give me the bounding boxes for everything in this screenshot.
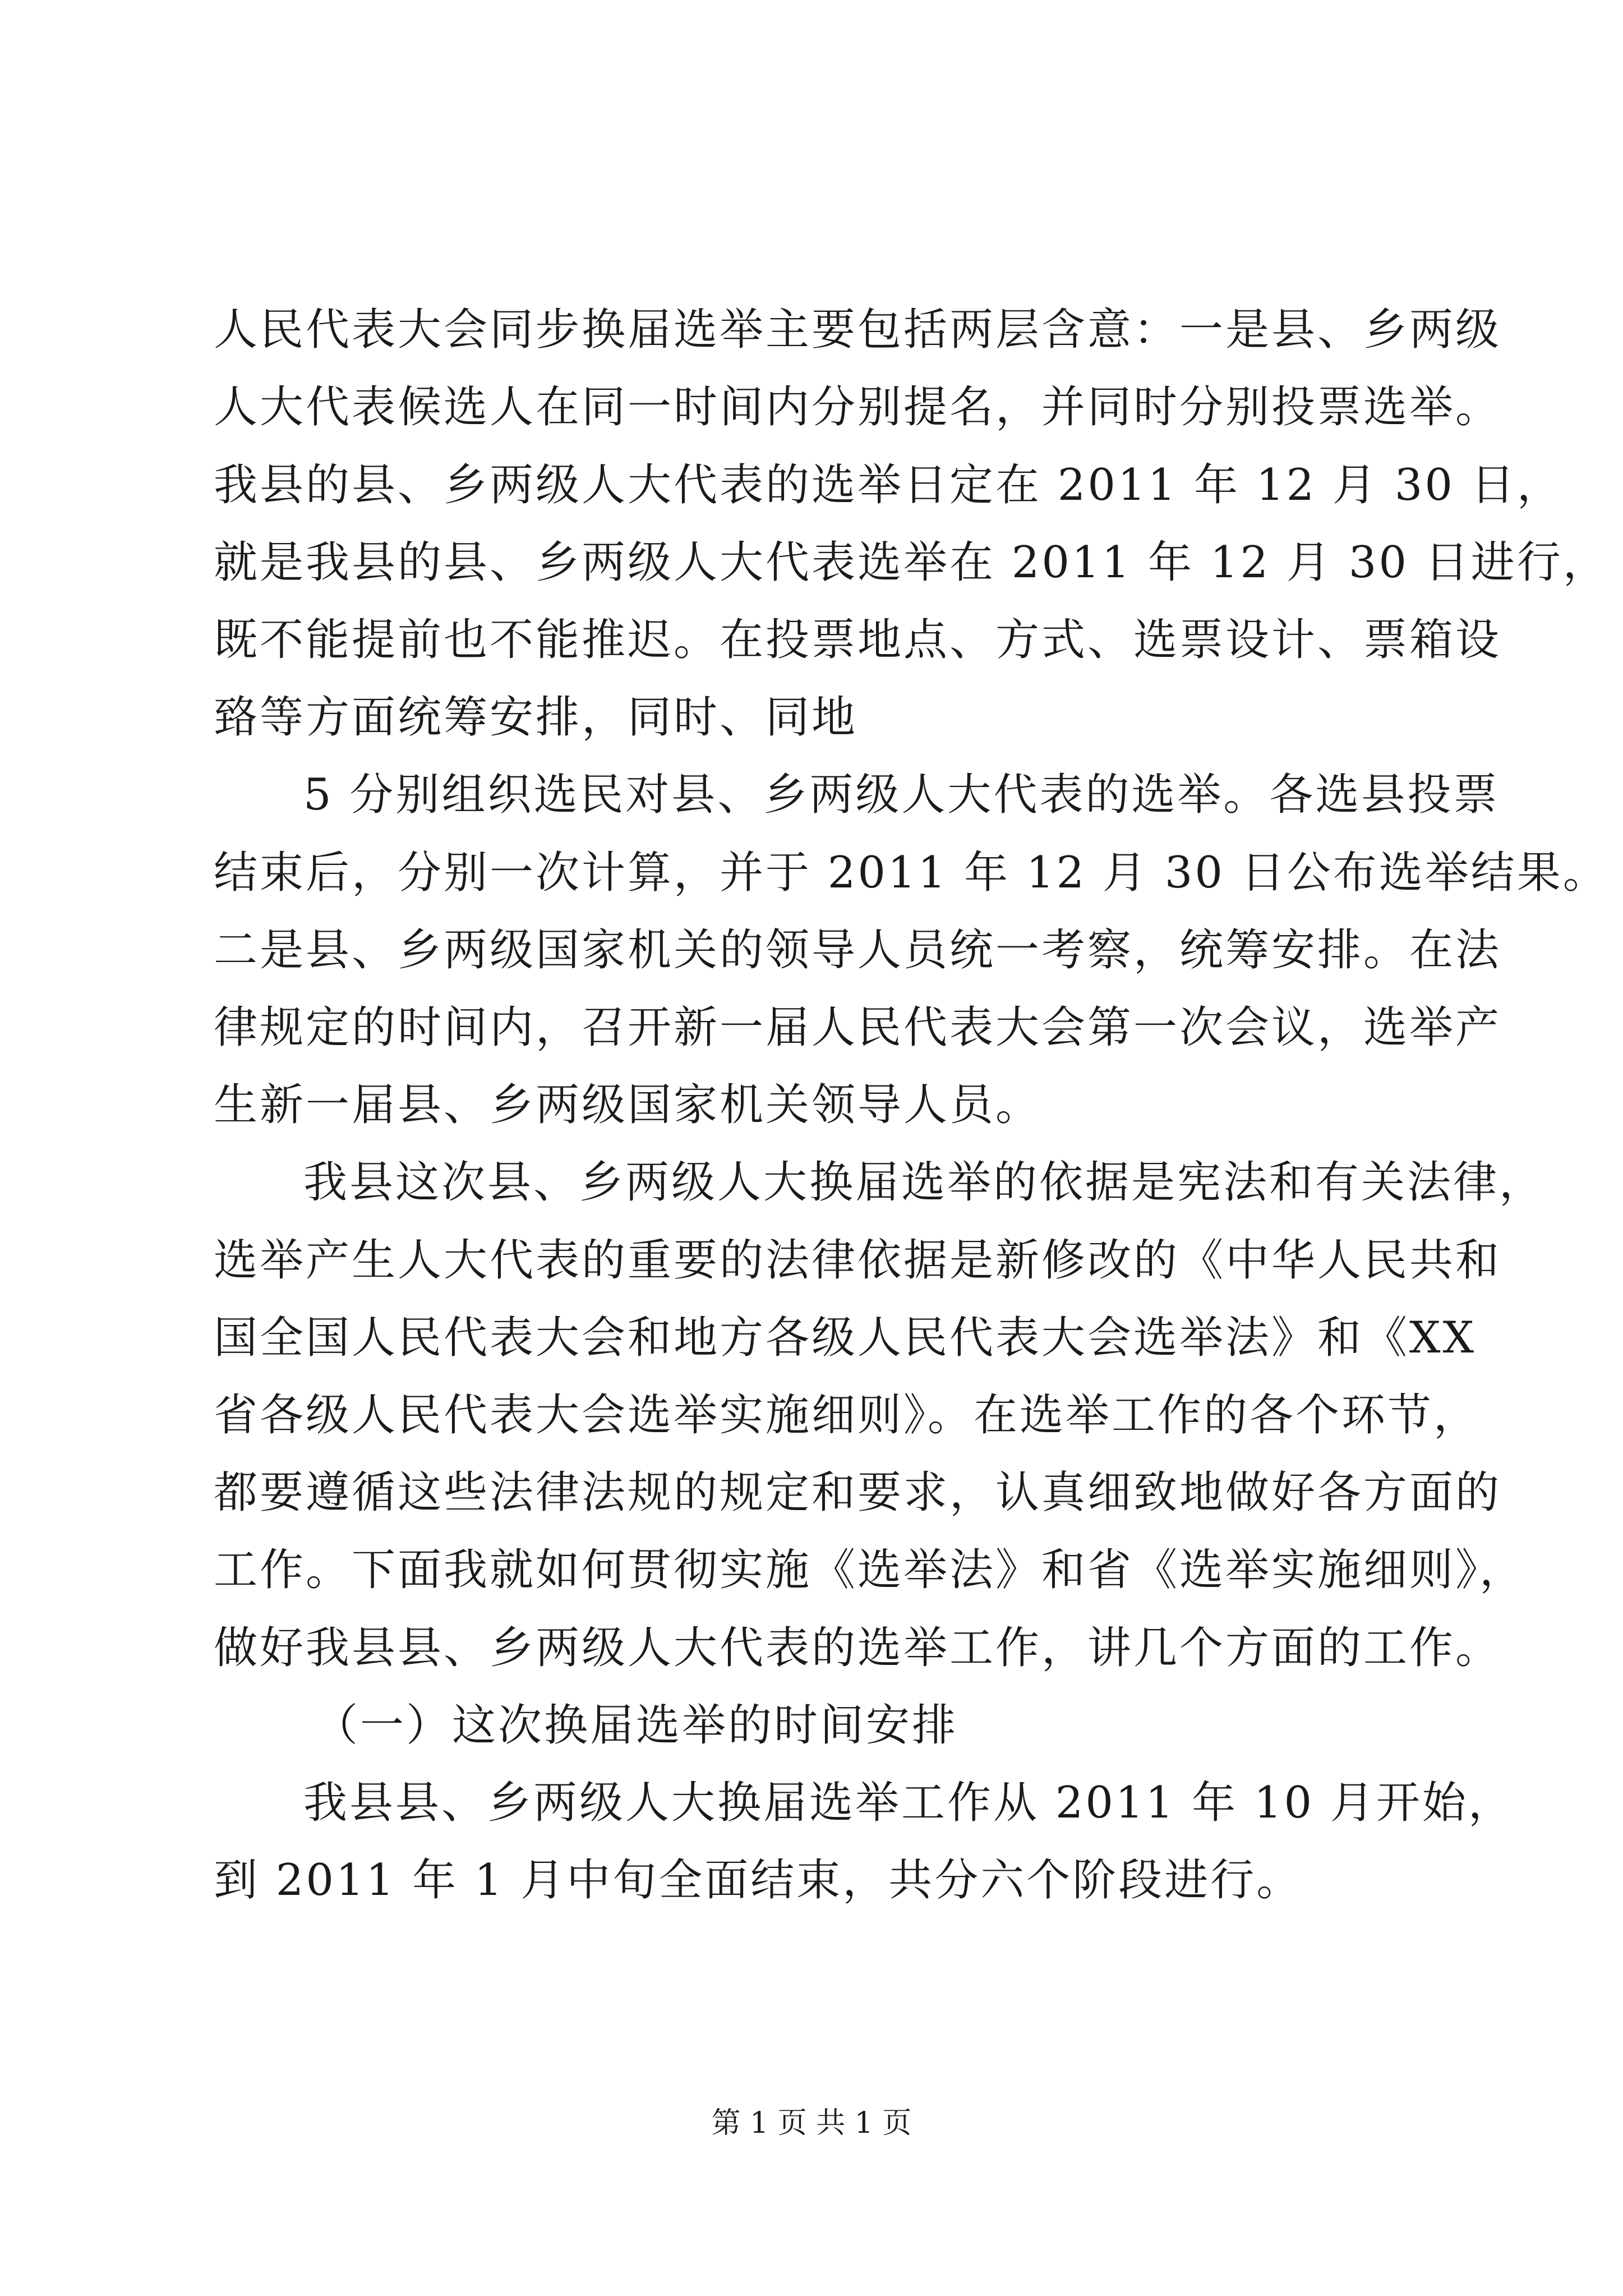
paragraph-first-line: 我县这次县、乡两级人大换届选举的依据是宪法和有关法律， (303, 1157, 1546, 1208)
body-line: 律规定的时间内，召开新一届人民代表大会第一次会议，选举产 (214, 1002, 1502, 1053)
paragraph-first-line: 5 分别组织选民对县、乡两级人大代表的选举。各选县投票 (303, 770, 1500, 820)
body-line: 做好我县县、乡两级人大代表的选举工作，讲几个方面的工作。 (214, 1623, 1502, 1673)
body-line: 既不能提前也不能推迟。在投票地点、方式、选票设计、票箱设 (214, 615, 1502, 665)
body-line: 我县的县、乡两级人大代表的选举日定在 2011 年 12 月 30 日， (214, 460, 1563, 510)
body-line: 人大代表候选人在同一时间内分别提名，并同时分别投票选举。 (214, 382, 1502, 432)
body-line: 工作。下面我就如何贯彻实施《选举法》和省《选举实施细则》， (214, 1545, 1526, 1595)
body-line: 结束后，分别一次计算，并于 2011 年 12 月 30 日公布选举结果。 (214, 848, 1609, 898)
body-line: 就是我县的县、乡两级人大代表选举在 2011 年 12 月 30 日进行， (214, 537, 1609, 588)
body-line: 选举产生人大代表的重要的法律依据是新修改的《中华人民共和 (214, 1235, 1502, 1286)
body-line: 到 2011 年 1 月中旬全面结束，共分六个阶段进行。 (214, 1855, 1303, 1906)
body-line: 省各级人民代表大会选举实施细则》。在选举工作的各个环节， (214, 1390, 1480, 1441)
body-line: 二是县、乡两级国家机关的领导人员统一考察，统筹安排。在法 (214, 925, 1502, 976)
body-line: 国全国人民代表大会和地方各级人民代表大会选举法》和《XX (214, 1313, 1477, 1363)
section-heading: （一）这次换届选举的时间安排 (314, 1700, 958, 1751)
body-line: 人民代表大会同步换届选举主要包括两层含意：一是县、乡两级 (214, 305, 1502, 355)
page-number-footer: 第 1 页 共 1 页 (711, 2106, 912, 2140)
body-line: 都要遵循这些法律法规的规定和要求，认真细致地做好各方面的 (214, 1467, 1502, 1518)
body-line: 臵等方面统筹安排，同时、同地 (214, 692, 858, 743)
body-line: 生新一届县、乡两级国家机关领导人员。 (214, 1080, 1042, 1130)
paragraph-first-line: 我县县、乡两级人大换届选举工作从 2011 年 10 月开始， (303, 1778, 1514, 1828)
